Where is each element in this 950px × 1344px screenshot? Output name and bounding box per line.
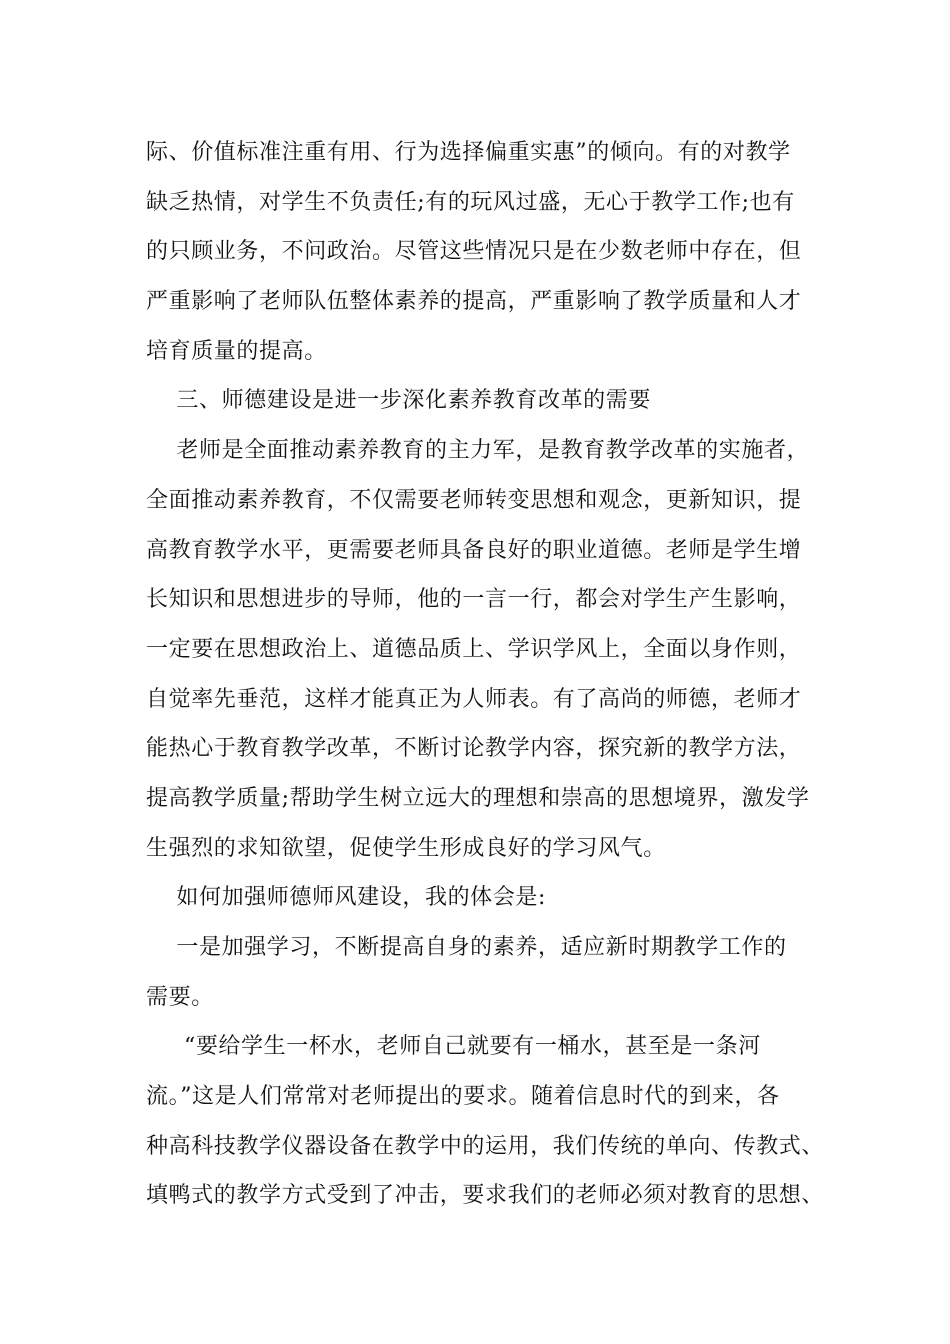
text-line: 际、价值标准注重有用、行为选择偏重实惠”的倾向。有的对教学	[146, 140, 791, 165]
text-line: 全面推动素养教育，不仅需要老师转变思想和观念，更新知识，提	[146, 487, 802, 513]
text-line: 长知识和思想进步的导师，他的一言一行，都会对学生产生影响，	[146, 587, 802, 613]
text-line: 流。”这是人们常常对老师提出的要求。随着信息时代的到来，各	[146, 1084, 780, 1110]
text-line: 如何加强师德师风建设，我的体会是:	[146, 885, 546, 911]
text-line: 老师是全面推动素养教育的主力军，是教育教学改革的实施者，	[146, 438, 810, 464]
text-line: 自觉率先垂范，这样才能真正为人师表。有了高尚的师德，老师才	[146, 686, 802, 712]
text-line: “要给学生一杯水，老师自己就要有一桶水，甚至是一条河	[146, 1034, 761, 1060]
text-line: 提高教学质量;帮助学生树立远大的理想和崇高的思想境界，激发学	[146, 785, 810, 811]
text-line: 种高科技教学仪器设备在教学中的运用，我们传统的单向、传教式、	[146, 1133, 825, 1159]
text-line: 能热心于教育教学改革，不断讨论教学内容，探究新的教学方法，	[146, 736, 802, 762]
text-line: 生强烈的求知欲望，促使学生形成良好的学习风气。	[146, 835, 666, 861]
text-line: 的只顾业务，不问政治。尽管这些情况只是在少数老师中存在，但	[146, 239, 802, 265]
text-line: 严重影响了老师队伍整体素养的提高，严重影响了教学质量和人才	[146, 289, 802, 315]
text-line: 一定要在思想政治上、道德品质上、学识学风上，全面以身作则，	[146, 636, 802, 662]
section-heading: 三、师德建设是进一步深化素养教育改革的需要	[146, 388, 651, 414]
document-body	[146, 128, 826, 1221]
text-line: 缺乏热情，对学生不负责任;有的玩风过盛，无心于教学工作;也有	[146, 189, 795, 215]
text-line: 需要。	[146, 984, 214, 1010]
text-line: 高教育教学水平，更需要老师具备良好的职业道德。老师是学生增	[146, 537, 802, 563]
text-line: 培育质量的提高。	[146, 338, 327, 364]
text-line: 填鸭式的教学方式受到了冲击，要求我们的老师必须对教育的思想、	[146, 1183, 825, 1209]
text-line: 一是加强学习，不断提高自身的素养，适应新时期教学工作的	[146, 935, 787, 960]
